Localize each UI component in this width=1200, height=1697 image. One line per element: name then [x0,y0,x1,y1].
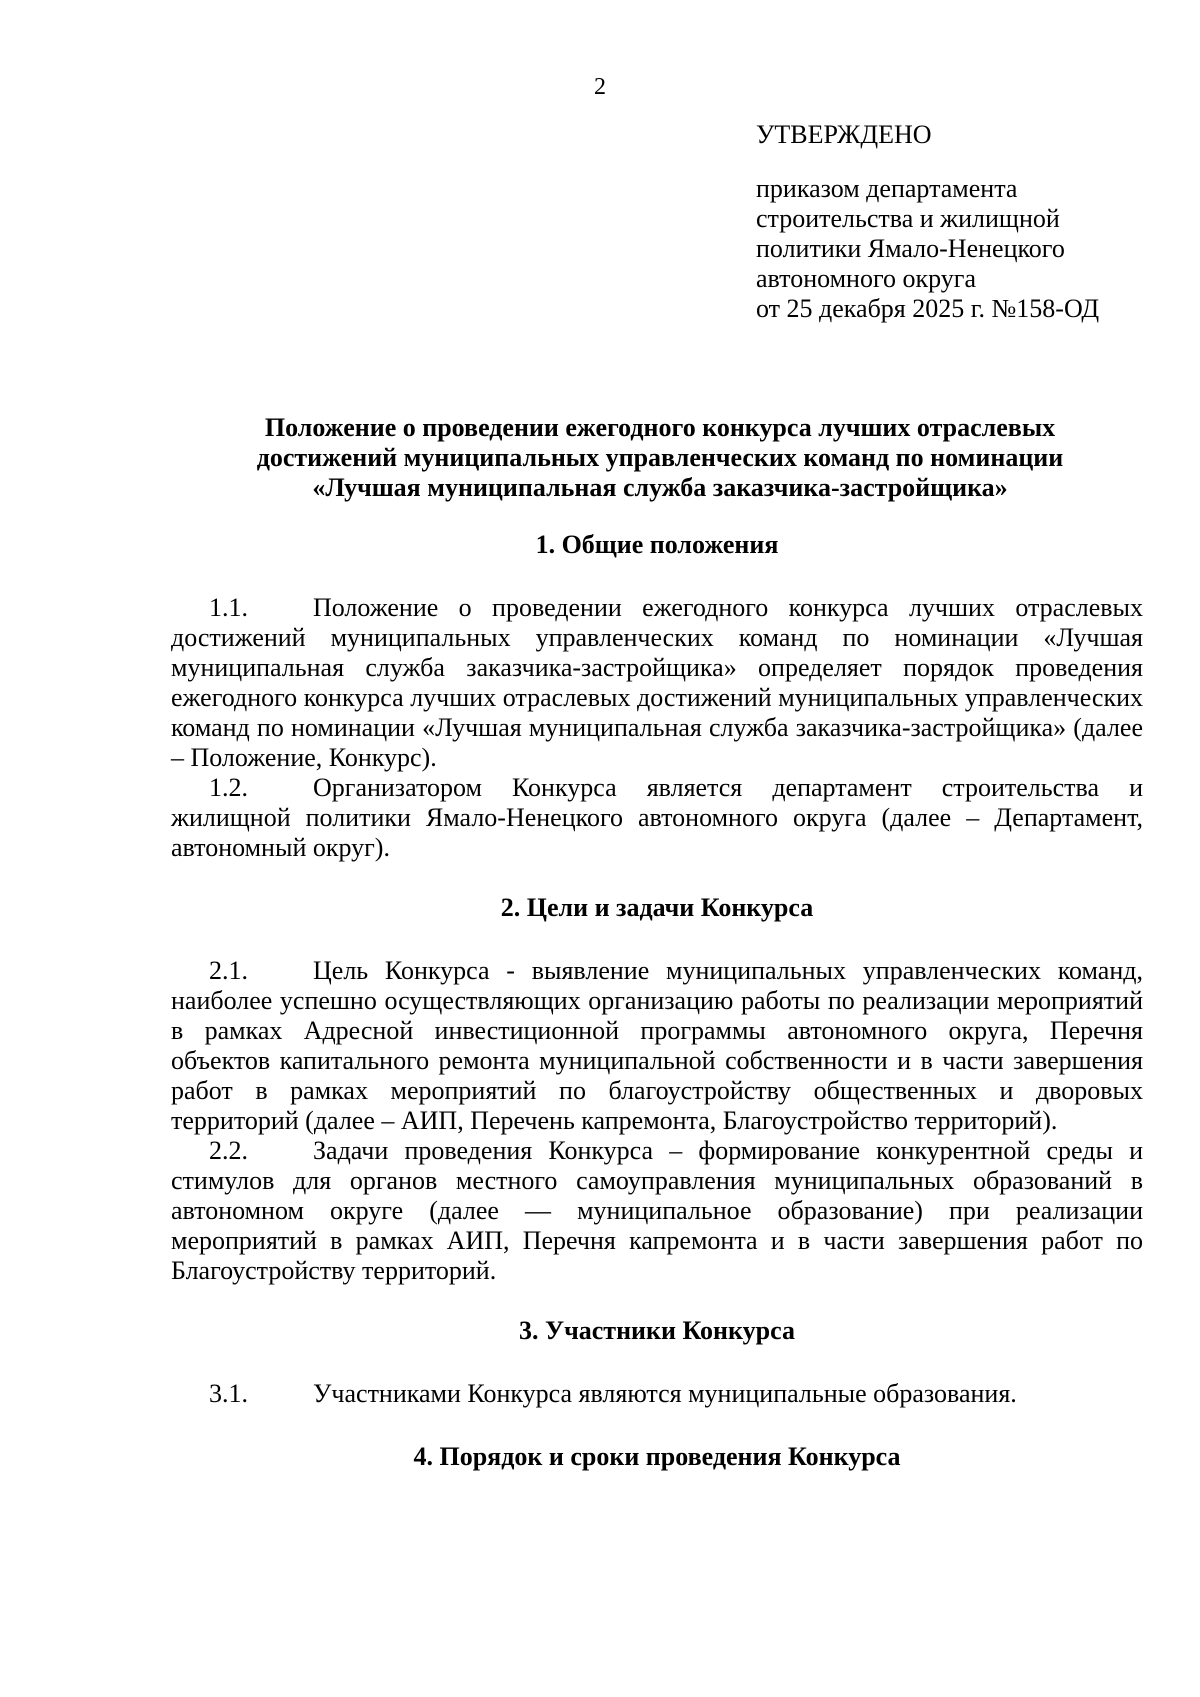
section-heading-general: 1. Общие положения [535,530,779,559]
paragraph-number: 2.1. [209,956,248,985]
paragraph-1-1 [171,593,1143,773]
section-heading-procedure: 4. Порядок и сроки проведения Конкурса [413,1442,901,1471]
paragraph-number: 1.1. [209,593,248,622]
section-heading-goals: 2. Цели и задачи Конкурса [500,893,814,922]
paragraph-text: Цель Конкурса - выявление муниципальных управленческих команд, наиболее успешно осуществляющих организацию работы по реализации мероприятий в рамках Адресной инвестиционной программы автономного округа, Перечня объектов капитального ремонта муниципальной собственности и в части завершения работ в рамках мероприятий по благоустройству общественных и дворовых территорий (далее – АИП, Перечень капремонта, Благоустройство территорий). [171,956,1143,1135]
paragraph-1-2 [171,773,1143,863]
approval-line: от 25 декабря 2025 г. №158-ОД [756,294,1100,323]
document-body [171,530,1143,1472]
section-heading-participants: 3. Участники Конкурса [519,1316,795,1345]
document-title-line: Положение о проведении ежегодного конкурса лучших отраслевых [264,413,1056,442]
approval-line: политики Ямало-Ненецкого [756,234,1065,263]
paragraph-text: Положение о проведении ежегодного конкурса лучших отраслевых достижений муниципальных управленческих команд по номинации «Лучшая муниципальная служба заказчика-застройщика» определяет порядок проведения ежегодного конкурса лучших отраслевых достижений муниципальных управленческих команд по номинации «Лучшая муниципальная служба заказчика-застройщика» (далее – Положение, Конкурс). [171,593,1143,772]
document-title [160,413,1160,503]
paragraph-number: 3.1. [209,1379,248,1408]
paragraph-text: Задачи проведения Конкурса – формирование конкурентной среды и стимулов для органов местного самоуправления муниципальных образований в автономном округе (далее — муниципальное образование) при реализации мероприятий в рамках АИП, Перечня капремонта и в части завершения работ по Благоустройству территорий. [171,1136,1143,1285]
page-number: 2 [594,74,606,100]
approval-block [756,120,1156,324]
document-title-line: «Лучшая муниципальная служба заказчика-застройщика» [312,473,1008,502]
paragraph-2-1 [171,956,1143,1136]
paragraph-number: 2.2. [209,1136,248,1165]
paragraph-2-2 [171,1136,1143,1286]
paragraph-text: Организатором Конкурса является департамент строительства и жилищной политики Ямало-Ненецкого автономного округа (далее – Департамент, автономный округ). [171,773,1143,862]
approval-line: строительства и жилищной [756,204,1060,233]
paragraph-number: 1.2. [209,773,248,802]
paragraph-3-1 [171,1379,1143,1409]
approval-stamp-title: УТВЕРЖДЕНО [756,120,932,149]
paragraph-text: Участниками Конкурса являются муниципальные образования. [313,1379,1017,1408]
approval-line: автономного округа [756,264,976,293]
document-title-line: достижений муниципальных управленческих команд по номинации [256,443,1064,472]
approval-line: приказом департамента [756,174,1018,203]
